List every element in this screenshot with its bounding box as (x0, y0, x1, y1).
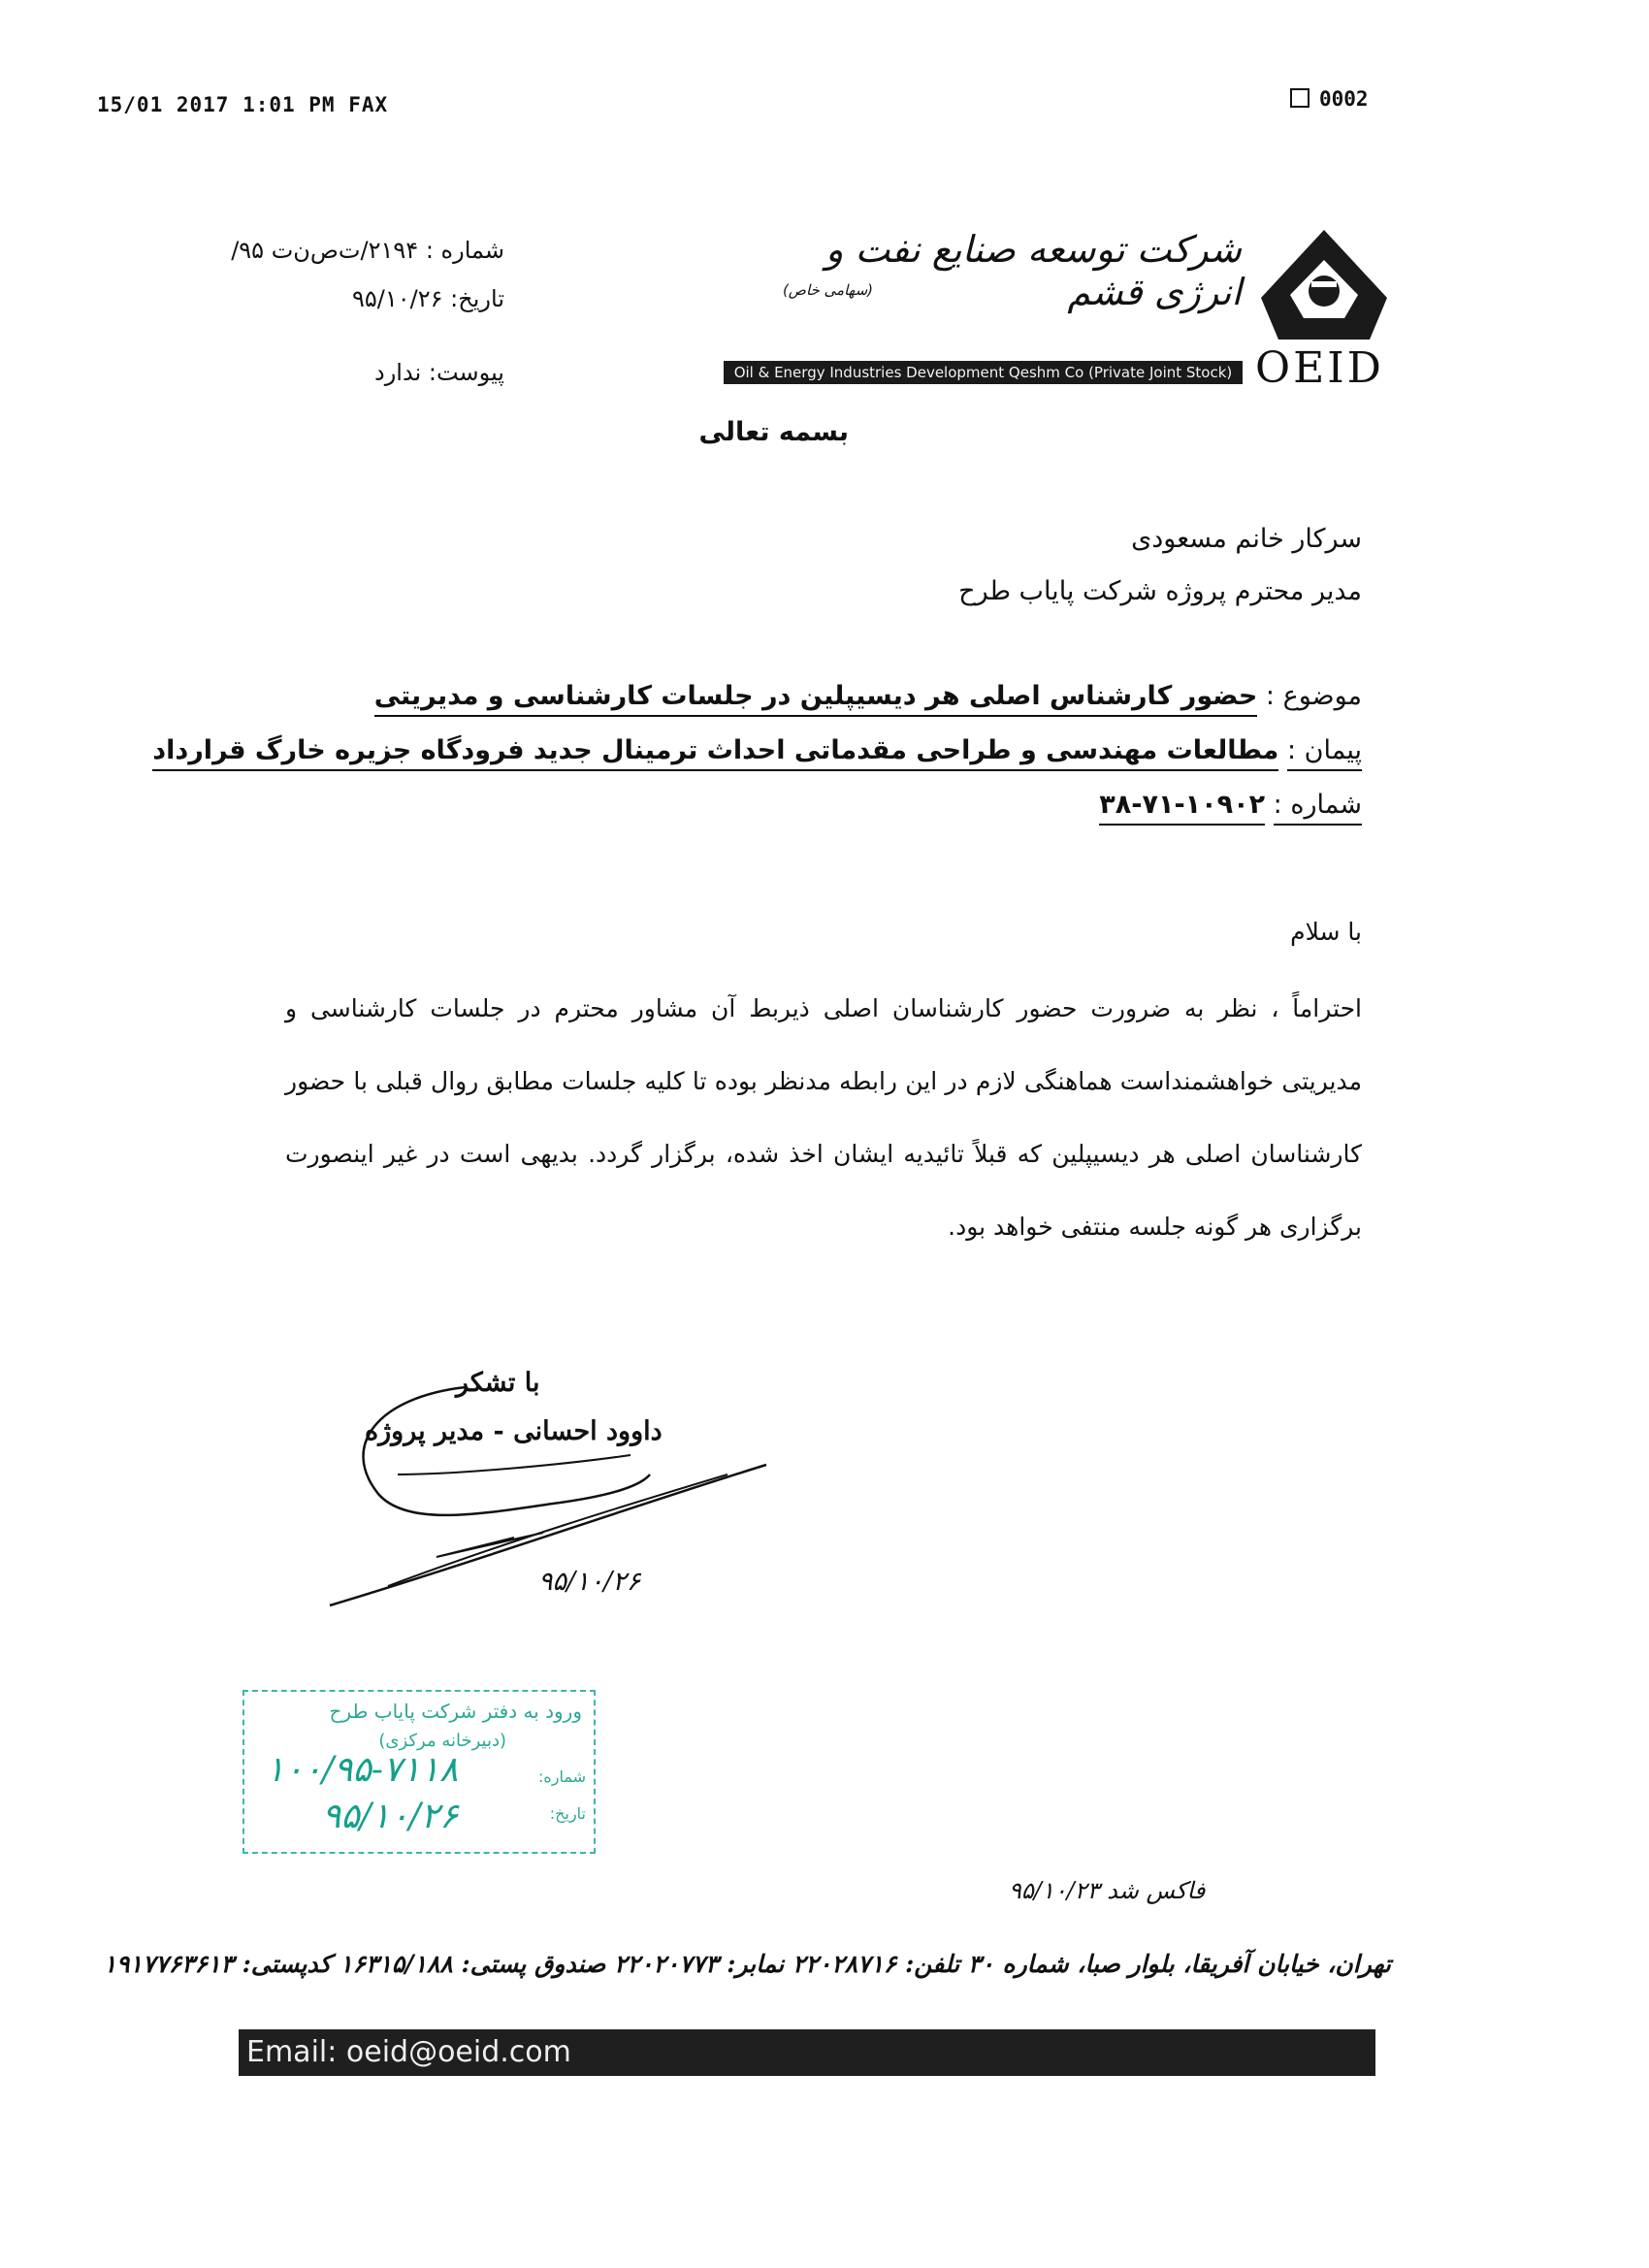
fax-page-number (1290, 87, 1369, 111)
fax-checkbox-icon (1290, 88, 1310, 108)
stamp-date-label: تاریخ: (549, 1804, 586, 1823)
subject-line: موضوع : حضور کارشناس اصلی هر دیسیپلین در جلسات کارشناسی و مدیریتی (374, 681, 1362, 711)
recipient-title: مدیر محترم پروژه شرکت پایاب طرح (958, 576, 1362, 606)
signer-name: داوود احسانی (513, 1416, 663, 1446)
stamp-line1: ورود به دفتر شرکت پایاب طرح (329, 1700, 582, 1723)
signature-handwritten-date: ۹۵/۱۰/۲۶ (538, 1567, 641, 1597)
received-stamp (242, 1690, 596, 1854)
signer-title: مدیر پروژه (365, 1416, 485, 1446)
signature-block: داوود احسانی - مدیر پروژه (365, 1416, 663, 1446)
company-logo-text: OEID (1255, 343, 1384, 393)
stamp-number-label: شماره: (537, 1767, 586, 1786)
contract-number-line: شماره : ۱۰۹۰۲-۷۱-۳۸ (1099, 790, 1362, 820)
bismillah-heading: بسمه تعالی (698, 417, 849, 447)
fax-header-datetime: 15/01 2017 1:01 PM FAX (97, 93, 389, 116)
footer-email-bar: Email: oeid@oeid.com (239, 2029, 1375, 2076)
letter-number: شماره : ۲۱۹۴/ت‌ص‌ن‌ت ۹۵/ (231, 237, 504, 264)
letter-date: تاریخ: ۹۵/۱۰/۲۶ (352, 285, 504, 312)
fax-sent-note: فاکس شد ۹۵/۱۰/۲۳ (1009, 1877, 1206, 1904)
signature-closing: با تشکر (456, 1368, 540, 1398)
page-number-value: 0002 (1319, 87, 1369, 111)
company-type-fa: (سهامی خاص) (782, 281, 873, 299)
letter-body: احتراماً ، نظر به ضرورت حضور کارشناسان اصلی ذیربط آن مشاور محترم در جلسات کارشناسی و مدیریتی خواهشمنداست هماهنگی لازم در این رابطه مدنظر بوده تا کلیه جلسات مطابق روال قبلی با حضور کارشناسان اصلی هر دیسیپلین که قبلاً تائیدیه ایشان اخذ شده، برگزار گردد. بدیهی است در غیر اینصورت برگزاری هر گونه جلسه منتفی خواهد بود. (285, 994, 1362, 1241)
greeting: با سلام (1290, 918, 1362, 946)
contract-line: پیمان : مطالعات مهندسی و طراحی مقدماتی احداث ترمینال جدید فرودگاه جزیره خارگ قرارداد (152, 735, 1362, 765)
company-name-fa: شرکت توسعه صنایع نفت و انرژی قشم (825, 228, 1242, 313)
recipient-name: سرکار خانم مسعودی (1131, 524, 1362, 554)
company-logo-icon (1251, 225, 1397, 361)
stamp-date-value: ۹۵/۱۰/۲۶ (322, 1797, 459, 1836)
stamp-number-value: ۱۰۰/۹۵-۷۱۱۸ (266, 1750, 459, 1790)
stamp-line2: (دبیرخانه مرکزی) (378, 1731, 506, 1751)
letter-attachment: پیوست: ندارد (374, 359, 504, 386)
company-name-en: Oil & Energy Industries Development Qeshm Co (Private Joint Stock) (724, 361, 1243, 384)
footer-address: تهران، خیابان آفریقا، بلوار صبا، شماره ۳۰ تلفن: ۲۲۰۲۸۷۱۶ نمابر: ۲۲۰۲۰۷۷۳ صندوق پستی: ۱۶۳۱۵/۱۸۸ کدپستی: ۱۹۱۷۷۶۳۶۱۳ (103, 1950, 1391, 1978)
